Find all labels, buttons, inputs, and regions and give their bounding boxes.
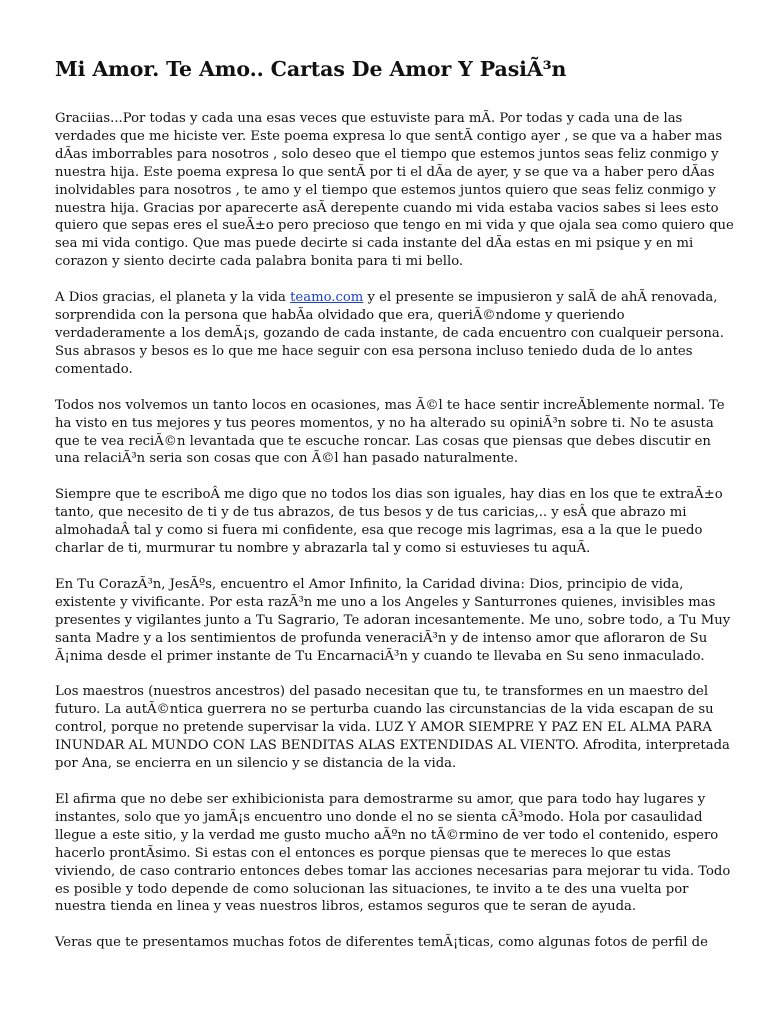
paragraph-line: Sus abrasos y besos es lo que me hace seguir con esa persona incluso teniedo duda de lo antes	[55, 343, 693, 359]
paragraph-line: presentes y vigilantes junto a Tu Sagrario, Te adoran incesantemente. Me uno, sobre todo, a Tu Muy	[55, 612, 731, 628]
paragraph-line: inolvidables para nosotros , te amo y el tiempo que estemos juntos quiero que seas feliz conmigo y	[55, 182, 716, 198]
paragraph-line: Los maestros (nuestros ancestros) del pasado necesitan que tu, te transformes en un maestro del	[55, 684, 709, 700]
paragraph-line: Todos nos volvemos un tanto locos en ocasiones, mas Ã©l te hace sentir increÃblemente normal. Te	[55, 397, 725, 413]
paragraph-1	[55, 110, 734, 271]
paragraph-3	[55, 397, 725, 469]
paragraph-8	[55, 934, 715, 952]
paragraph-line: INUNDAR AL MUNDO CON LAS BENDITAS ALAS EXTENDIDAS AL VIENTO. Afrodita, interpretada	[55, 738, 730, 754]
paragraph-2	[55, 289, 724, 379]
paragraph-line: En Tu CorazÃ³n, JesÃºs, encuentro el Amor Infinito, la Caridad divina: Dios, principio de vida,	[55, 576, 684, 592]
paragraph-line: instantes, solo que yo jamÃ¡s encuentro uno donde el no se sienta cÃ³modo. Hola por casaulidad	[55, 809, 703, 825]
paragraph-line: dÃas imborrables para nosotros , solo deseo que el tiempo que estemos juntos seas feliz conmigo y	[55, 146, 719, 162]
paragraph-line: sea mi vida contigo. Que mas puede decirte si cada instante del dÃa estas en mi psique y en mi	[55, 236, 694, 252]
paragraph-line: es posible y todo depende de como solucionan las situaciones, te invito a te des una vuelta por	[55, 881, 689, 897]
paragraph-line: nuestra hija. Gracias por aparecerte asÃ derepente cuando mi vida estaba vacios sabes si lees esto	[55, 200, 719, 216]
paragraph-line: nuestra tienda en linea y veas nuestros libros, estamos seguros que te seran de ayuda.	[55, 899, 637, 915]
paragraph-line: santa Madre y a los sentimientos de profunda veneraciÃ³n y de intenso amor que afloraron de Su	[55, 630, 708, 646]
paragraph-line: que te vea reciÃ©n levantada que te escuche roncar. Las cosas que piensas que debes discutir en	[55, 433, 711, 449]
paragraph-line: quiero que sepas eres el sueÃ±o pero precioso que tengo en mi vida y que ojala sea como quiero que	[55, 218, 734, 234]
paragraph-line: ha visto en tus mejores y tus peores momentos, y no ha alterado su opiniÃ³n sobre ti. No te asusta	[55, 415, 714, 431]
paragraph-line: verdaderamente a los demÃ¡s, gozando de cada instante, de cada encuentro con cualqueir persona.	[55, 325, 724, 341]
teamo-link[interactable]: teamo.com	[290, 290, 364, 306]
paragraph-line: nuestra hija. Este poema expresa lo que sentÃ por ti el dÃa de ayer, y se que va a haber pero dÃas	[55, 164, 715, 180]
paragraph-line: viviendo, de caso contrario entonces debes tomar las acciones necesarias para mejorar tu vida. Todo	[55, 863, 731, 879]
paragraph-line: control, porque no pretende supervisar la vida. LUZ Y AMOR SIEMPRE Y PAZ EN EL ALMA PARA	[55, 720, 712, 736]
paragraph-line: tanto, que necesito de ti y de tus abrazos, de tus besos y de tus caricias,.. y esÂ que abrazo mi	[55, 505, 687, 521]
paragraph-line: Veras que te presentamos muchas fotos de diferentes temÃ¡ticas, como algunas fotos de perfil de	[55, 935, 708, 951]
paragraph-7	[55, 791, 731, 916]
paragraph-line: corazon y siento decirte cada palabra bonita para ti mi bello.	[55, 254, 464, 270]
paragraph-6	[55, 683, 730, 773]
paragraph-line: Graciias...Por todas y cada una esas veces que estuviste para mÃ. Por todas y cada una de las	[55, 111, 683, 126]
paragraph-line: comentado.	[55, 361, 133, 377]
paragraph-line: existente y vivificante. Por esta razÃ³n me uno a los Angeles y Santurrones quienes, invisibles mas	[55, 594, 716, 610]
paragraph-line: Siempre que te escriboÂ me digo que no todos los dias son iguales, hay dias en los que te extraÃ±o	[55, 487, 723, 503]
paragraph-line: sorprendida con la persona que habÃa olvidado que era, queriÃ©ndome y queriendo	[55, 308, 625, 324]
paragraph-line: El afirma que no debe ser exhibicionista para demostrarme su amor, que para todo hay lugares y	[55, 792, 706, 807]
paragraph-text: y el presente se impusieron y salÃ de ahÃ renovada,	[363, 290, 718, 306]
paragraph-line: hacerlo prontÃsimo. Si estas con el entonces es porque piensas que te mereces lo que estas	[55, 845, 671, 861]
paragraph-line: futuro. La autÃ©ntica guerrera no se perturba cuando las circunstancias de la vida escapan de su	[55, 702, 714, 718]
paragraph-line-with-link	[55, 289, 718, 307]
paragraph-line: verdades que me hiciste ver. Este poema expresa lo que sentÃ contigo ayer , se que va a haber mas	[55, 128, 723, 144]
paragraph-line: una relaciÃ³n seria son cosas que con Ã©l han pasado naturalmente.	[55, 451, 519, 467]
paragraph-5	[55, 576, 731, 666]
paragraph-text: A Dios gracias, el planeta y la vida	[55, 290, 291, 306]
paragraph-line: charlar de ti, murmurar tu nombre y abrazarla tal y como si estuvieses tu aquÃ.	[55, 541, 591, 557]
paragraph-4	[55, 486, 723, 558]
document-page	[55, 54, 734, 970]
document-title: Mi Amor. Te Amo.. Cartas De Amor Y PasiÃ³n	[55, 57, 567, 81]
paragraph-line: por Ana, se encierra en un silencio y se distancia de la vida.	[55, 756, 457, 772]
paragraph-line: llegue a este sitio, y la verdad me gusto mucho aÃºn no tÃ©rmino de ver todo el contenido, espero	[55, 827, 719, 843]
paragraph-line: almohadaÂ tal y como si fuera mi confidente, esa que recoge mis lagrimas, esa a la que le puedo	[55, 523, 703, 539]
paragraph-line: Ã¡nima desde el primer instante de Tu EncarnaciÃ³n y cuando te llevaba en Su seno inmaculado.	[55, 648, 705, 664]
